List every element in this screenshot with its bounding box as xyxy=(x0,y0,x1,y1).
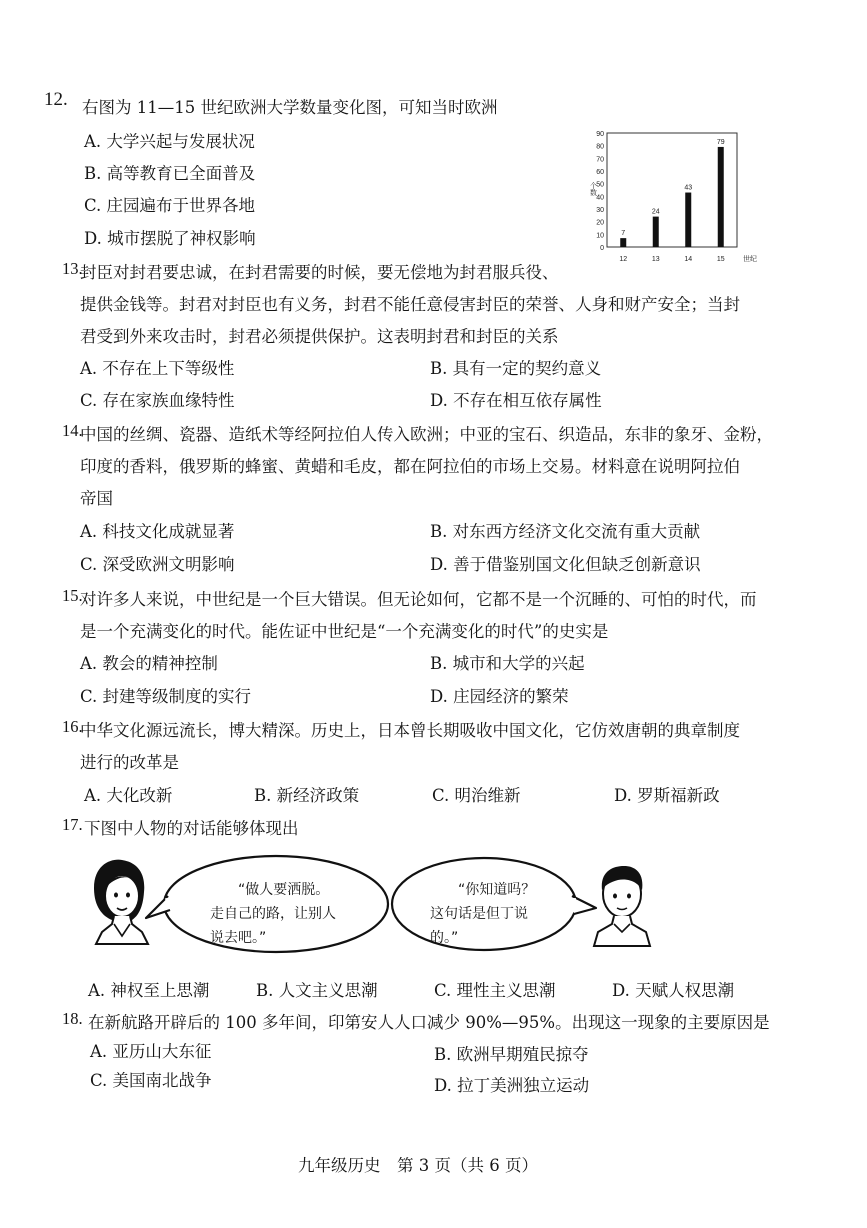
q13-option-b: B. 具有一定的契约意义 xyxy=(430,359,602,378)
q17-option-b: B. 人文主义思潮 xyxy=(256,981,378,1000)
q17-option-d: D. 天赋人权思潮 xyxy=(612,981,735,1000)
y-tick-label: 40 xyxy=(596,194,604,202)
right-bubble-line-2: 这句话是但丁说 xyxy=(430,906,528,922)
q18-number: 18. xyxy=(62,1009,83,1028)
q13-option-d: D. 不存在相互依存属性 xyxy=(430,391,602,410)
university-count-bar-chart xyxy=(585,125,775,270)
q18-option-c: C. 美国南北战争 xyxy=(90,1071,212,1090)
q18-stem-line-1: 在新航路开辟后的 100 多年间，印第安人人口减少 90%—95%。出现这一现象的主要原因是 xyxy=(88,1013,770,1032)
y-tick-label: 50 xyxy=(596,181,604,189)
bar-value-label: 7 xyxy=(621,230,626,238)
bar xyxy=(653,217,659,247)
q12-option-d: D. 城市摆脱了神权影响 xyxy=(84,229,256,248)
q13-stem-line-3: 君受到外来攻击时，封君必须提供保护。这表明封君和封臣的关系 xyxy=(80,327,559,346)
bar xyxy=(620,238,626,247)
q12-option-b: B. 高等教育已全面普及 xyxy=(84,164,256,183)
q17-stem-line-1: 下图中人物的对话能够体现出 xyxy=(84,819,299,838)
q14-stem-line-3: 帝国 xyxy=(80,489,113,508)
woman-figure xyxy=(94,860,148,944)
q12-option-a: A. 大学兴起与发展状况 xyxy=(84,132,255,151)
q15-number: 15. xyxy=(62,586,83,605)
q12-number: 12. xyxy=(44,89,68,110)
q15-option-d: D. 庄园经济的繁荣 xyxy=(430,687,569,706)
y-tick-label: 0 xyxy=(600,245,604,252)
q14-option-a: A. 科技文化成就显著 xyxy=(80,522,235,541)
q16-stem-line-2: 进行的改革是 xyxy=(80,753,179,772)
y-tick-label: 10 xyxy=(596,232,604,240)
x-tick-label: 13 xyxy=(651,256,660,263)
q14-stem-line-1: 中国的丝绸、瓷器、造纸术等经阿拉伯人传入欧洲；中亚的宝石、织造品，东非的象牙、金粉， xyxy=(80,425,773,444)
x-axis-suffix: 世纪 xyxy=(743,256,757,263)
q14-stem-line-2: 印度的香料，俄罗斯的蜂蜜、黄蜡和毛皮，都在阿拉伯的市场上交易。材料意在说明阿拉伯 xyxy=(80,457,740,476)
q15-option-c: C. 封建等级制度的实行 xyxy=(80,687,252,706)
q12-option-c: C. 庄园遍布于世界各地 xyxy=(84,196,256,215)
left-bubble-line-3: 说去吧。” xyxy=(210,930,267,946)
x-tick-label: 12 xyxy=(619,256,628,263)
q18-option-a: A. 亚历山大东征 xyxy=(90,1042,212,1061)
q13-option-c: C. 存在家族血缘特性 xyxy=(80,391,235,410)
q17-option-c: C. 理性主义思潮 xyxy=(434,981,556,1000)
right-bubble-line-3: 的。” xyxy=(430,930,459,946)
q16-option-c: C. 明治维新 xyxy=(432,786,521,805)
q13-option-a: A. 不存在上下等级性 xyxy=(80,359,235,378)
q12-stem-line-1: 右图为 11—15 世纪欧洲大学数量变化图，可知当时欧洲 xyxy=(82,98,498,117)
q14-number: 14. xyxy=(62,421,83,440)
right-bubble-line-1: “你知道吗？ xyxy=(458,882,536,898)
right-bubble-text xyxy=(430,878,600,950)
q13-stem-line-2: 提供金钱等。封君对封臣也有义务，封君不能任意侵害封臣的荣誉、人身和财产安全；当封 xyxy=(80,295,740,314)
chart-plot-frame xyxy=(607,133,737,247)
q14-option-d: D. 善于借鉴别国文化但缺乏创新意识 xyxy=(430,555,701,574)
q14-option-b: B. 对东西方经济文化交流有重大贡献 xyxy=(430,522,701,541)
q18-option-d: D. 拉丁美洲独立运动 xyxy=(434,1076,590,1095)
q14-option-c: C. 深受欧洲文明影响 xyxy=(80,555,235,574)
y-tick-label: 20 xyxy=(596,219,604,227)
y-tick-label: 90 xyxy=(596,131,604,138)
q16-option-b: B. 新经济政策 xyxy=(254,786,360,805)
q15-option-a: A. 教会的精神控制 xyxy=(80,654,218,673)
q15-stem-line-2: 是一个充满变化的时代。能佐证中世纪是“一个充满变化的时代”的史实是 xyxy=(80,622,609,641)
q18-option-b: B. 欧洲早期殖民掠夺 xyxy=(434,1045,589,1064)
left-bubble-text xyxy=(210,878,400,950)
q15-stem-line-1: 对许多人来说，中世纪是一个巨大错误。但无论如何，它都不是一个沉睡的、可怕的时代，而 xyxy=(80,590,757,609)
q13-stem-line-1: 封臣对封君要忠诚，在封君需要的时候，要无偿地为封君服兵役、 xyxy=(80,263,559,282)
y-tick-label: 70 xyxy=(596,156,604,164)
q16-number: 16. xyxy=(62,717,83,736)
x-tick-label: 15 xyxy=(716,256,725,263)
y-tick-label: 30 xyxy=(596,207,604,214)
page-footer: 九年级历史 第 3 页（共 6 页） xyxy=(298,1156,538,1175)
bar xyxy=(685,193,691,247)
bar xyxy=(718,147,724,247)
q16-stem-line-1: 中华文化源远流长，博大精深。历史上，日本曾长期吸收中国文化，它仿效唐朝的典章制度 xyxy=(80,721,740,740)
x-tick-label: 14 xyxy=(684,256,693,263)
y-tick-label: 80 xyxy=(596,143,604,151)
y-tick-label: 60 xyxy=(596,169,604,176)
boy-figure xyxy=(594,866,650,946)
q13-number: 13. xyxy=(62,259,83,278)
q16-option-d: D. 罗斯福新政 xyxy=(614,786,720,805)
bar-value-label: 79 xyxy=(716,138,725,146)
q17-option-a: A. 神权至上思潮 xyxy=(88,981,210,1000)
chart-axes xyxy=(590,131,758,263)
bar-value-label: 24 xyxy=(651,208,660,216)
chart-bars xyxy=(620,139,724,247)
y-axis-label: 个数 xyxy=(589,182,597,196)
q16-option-a: A. 大化改新 xyxy=(84,786,173,805)
q15-option-b: B. 城市和大学的兴起 xyxy=(430,654,585,673)
left-bubble-line-1: “做人要洒脱。 xyxy=(238,882,330,898)
bar-value-label: 43 xyxy=(684,184,693,192)
q17-number: 17. xyxy=(62,815,83,834)
left-bubble-line-2: 走自己的路，让别人 xyxy=(210,906,336,922)
